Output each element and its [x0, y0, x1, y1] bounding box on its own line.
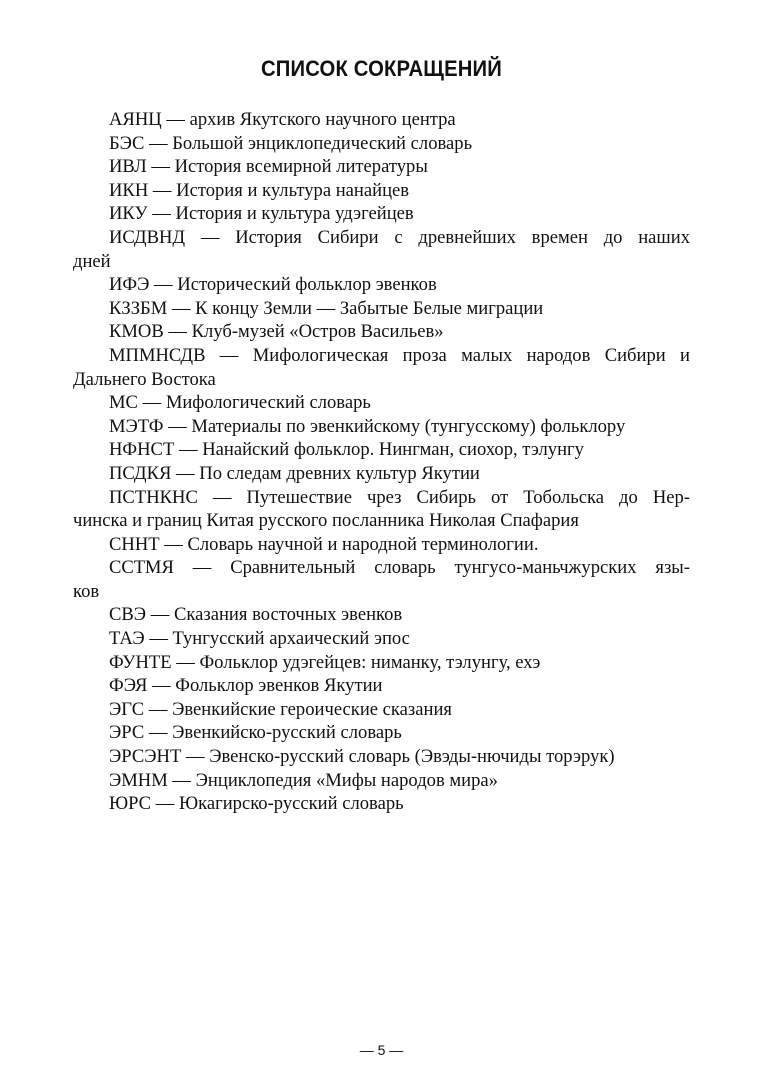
abbreviation-entry — [73, 651, 690, 675]
page-title: СПИСОК СОКРАЩЕНИЙ — [260, 56, 503, 81]
entry-text-line: ПСДКЯ — По следам древних культур Якутии — [109, 462, 480, 484]
abbreviation-entry — [73, 674, 690, 698]
abbreviation-entry — [73, 273, 690, 297]
entry-text-line: МЭТФ — Материалы по эвенкийскому (тунгусскому) фольклору — [109, 415, 626, 437]
abbreviation-entry — [73, 155, 690, 179]
entry-text-line: НФНСТ — Нанайский фольклор. Нингман, сиохор, тэлунгу — [109, 439, 584, 461]
entry-text-line: СННТ — Словарь научной и народной терминологии. — [109, 533, 539, 555]
abbreviation-entry — [73, 486, 690, 533]
entry-text-line: ЭРС — Эвенкийско-русский словарь — [109, 722, 402, 744]
abbreviation-entry — [73, 745, 690, 769]
abbreviation-entry — [73, 462, 690, 486]
entry-text-line: ССТМЯ — Сравнительный словарь тунгусо-маньчжурских язы- — [109, 557, 690, 579]
entry-text-line: ТАЭ — Тунгусский архаический эпос — [109, 628, 410, 650]
abbreviation-entry — [73, 320, 690, 344]
abbreviation-entry — [73, 721, 690, 745]
abbreviation-entry — [73, 226, 690, 273]
abbreviation-entry — [73, 202, 690, 226]
abbreviation-entry — [73, 533, 690, 557]
entry-text-line: МПМНСДВ — Мифологическая проза малых народов Сибири и — [109, 344, 690, 366]
abbreviation-entry — [73, 415, 690, 439]
entry-text-line: ЭРСЭНТ — Эвенско-русский словарь (Эвэды-нючиды торэрук) — [109, 746, 615, 768]
entry-text-line: ИКУ — История и культура удэгейцев — [109, 203, 414, 225]
entry-text-line: ИФЭ — Исторический фольклор эвенков — [109, 274, 437, 296]
entry-text-line: МС — Мифологический словарь — [109, 392, 371, 414]
abbreviation-entry — [73, 438, 690, 462]
entry-text-line: ков — [73, 580, 100, 602]
abbreviation-list — [73, 108, 690, 816]
abbreviation-entry — [73, 698, 690, 722]
entry-text-line: ИКН — История и культура нанайцев — [109, 179, 410, 201]
abbreviation-entry — [73, 556, 690, 603]
entry-text-line: ИВЛ — История всемирной литературы — [109, 156, 428, 178]
abbreviation-entry — [73, 792, 690, 816]
abbreviation-entry — [73, 132, 690, 156]
abbreviation-entry — [73, 391, 690, 415]
entry-text-line: чинска и границ Китая русского посланника Николая Спафария — [73, 510, 579, 532]
entry-text-line: ФУНТЕ — Фольклор удэгейцев: ниманку, тэлунгу, ехэ — [109, 651, 541, 673]
entry-text-line: СВЭ — Сказания восточных эвенков — [109, 604, 403, 626]
abbreviation-entry — [73, 179, 690, 203]
entry-text-line: КЗЗБМ — К концу Земли — Забытые Белые миграции — [109, 297, 544, 319]
abbreviation-entry — [73, 297, 690, 321]
abbreviation-entry — [73, 108, 690, 132]
entry-text-line: ИСДВНД — История Сибири с древнейших времен до наших — [109, 226, 690, 248]
abbreviation-entry — [73, 603, 690, 627]
entry-text-line: дней — [73, 250, 111, 272]
entry-text-line: ПСТНКНС — Путешествие чрез Сибирь от Тобольска до Нер- — [109, 486, 690, 508]
abbreviation-entry — [73, 344, 690, 391]
page-number: — 5 — — [359, 1042, 404, 1058]
entry-text-line: ФЭЯ — Фольклор эвенков Якутии — [109, 675, 383, 697]
entry-text-line: ЭГС — Эвенкийские героические сказания — [109, 698, 452, 720]
entry-text-line: ЮРС — Юкагирско-русский словарь — [109, 793, 404, 815]
abbreviation-entry — [73, 769, 690, 793]
entry-text-line: БЭС — Большой энциклопедический словарь — [109, 132, 473, 154]
abbreviation-entry — [73, 627, 690, 651]
entry-text-line: Дальнего Востока — [73, 368, 216, 390]
entry-text-line: ЭМНМ — Энциклопедия «Мифы народов мира» — [109, 769, 498, 791]
entry-text-line: КМОВ — Клуб-музей «Остров Васильев» — [109, 321, 444, 343]
entry-text-line: АЯНЦ — архив Якутского научного центра — [109, 109, 456, 130]
